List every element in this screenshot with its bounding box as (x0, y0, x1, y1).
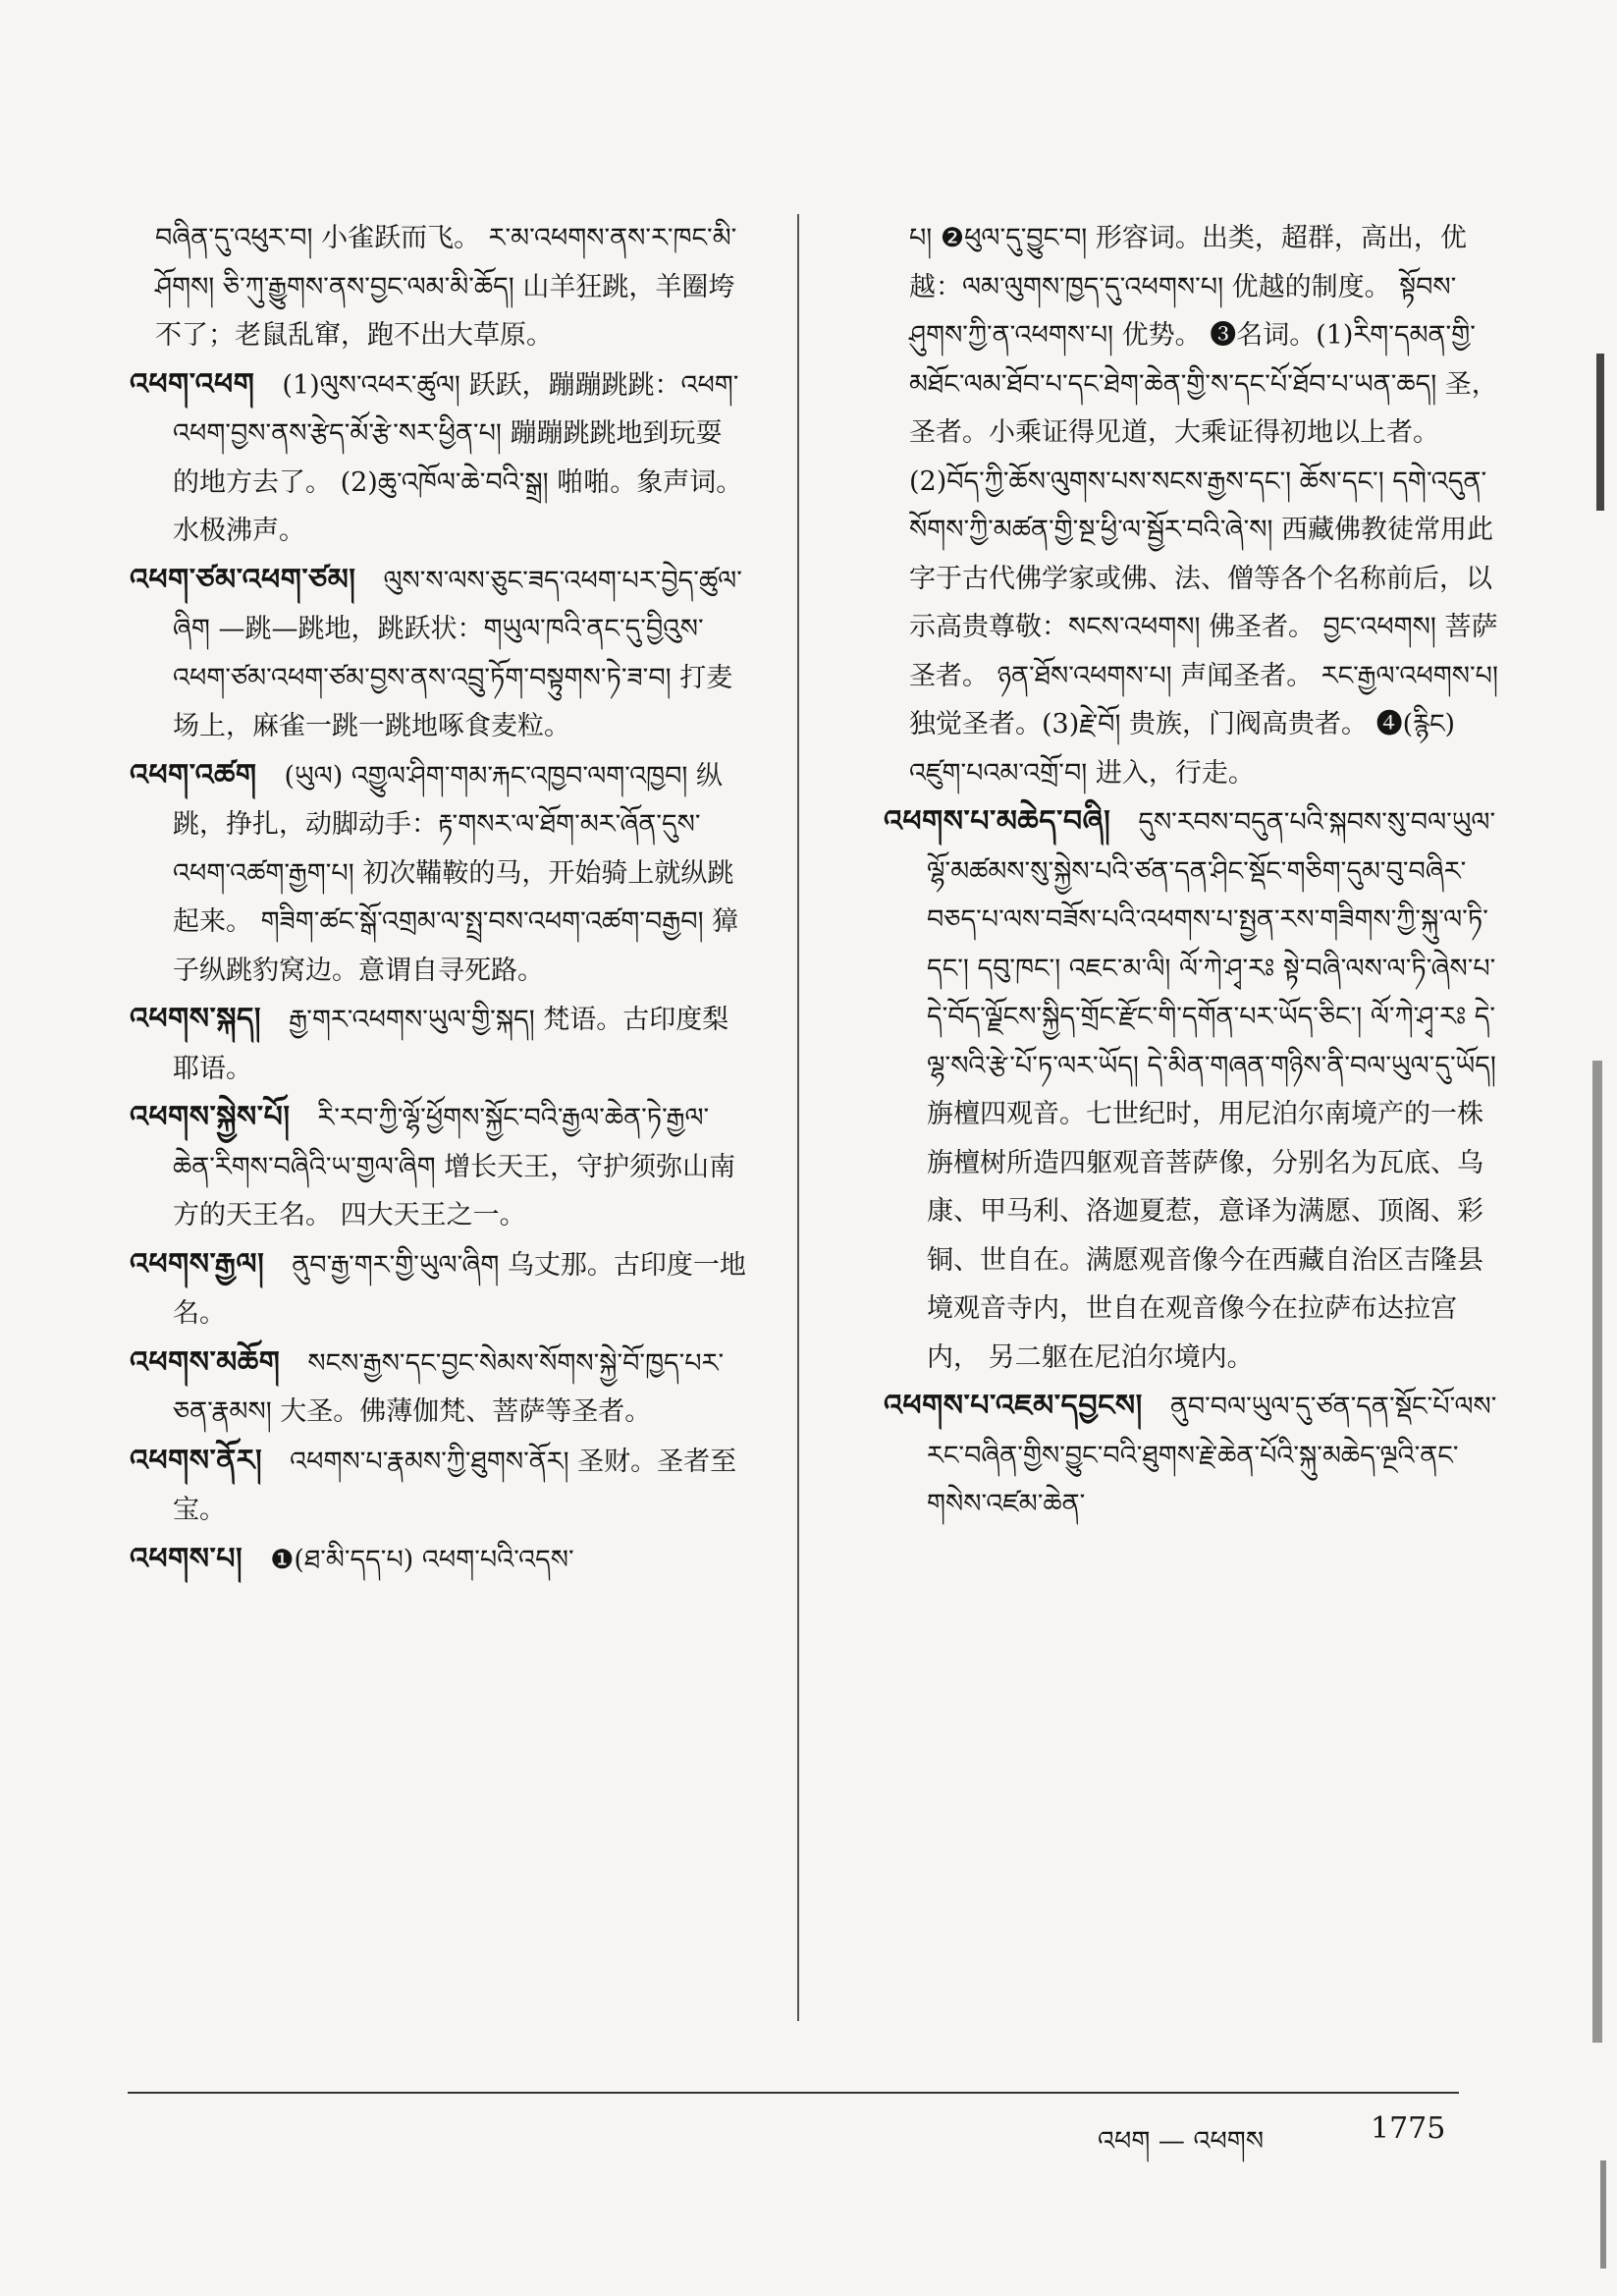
entry-headword: འཕགས་སྐད། (130, 1002, 262, 1036)
dictionary-entry (130, 1093, 748, 1240)
entry-text: ❶(ཐ་མི་དད་པ) འཕག་པའི་འདས་ (270, 1544, 574, 1575)
dictionary-entry (130, 1437, 748, 1535)
entry-continuation (884, 214, 1502, 797)
entry-headword: འཕག་ཙམ་འཕག་ཙམ། (130, 562, 356, 597)
column-divider (797, 214, 799, 2021)
left-column (130, 214, 748, 1584)
entry-text: ནུབ་བལ་ཡུལ་དུ་ཙན་དན་སྡོང་པོ་ལས་རང་བཞིན་གྱིས་བྱུང་བའི་ཐུགས་རྗེ་ཆེན་པོའི་སྐུ་མཆེད་ལྔའི་ནང་གསེས་འཛམ་ཆེན་ (927, 1392, 1497, 1519)
entry-headword: འཕགས་ནོར། (130, 1443, 263, 1478)
footer-rule (128, 2092, 1459, 2094)
entry-text: (ཡུལ) འགྱུལ་ཤིག་གམ་རྐང་འཁྱབ་ལག་འཁྱབ། 纵跳，挣扎，动脚动手：རྟ་གསར་ལ་ཐོག་མར་ཞོན་དུས་འཕག་འཚག་རྒྱག་པ། 初次鞴鞍的马，开始骑上就纵跳起来。 གཟིག་ཚང་སྒོ་འགྲམ་ལ་སྤྲ་བས་འཕག་འཚག་བརྒྱབ། 獐子纵跳豹窝边。意谓自寻死路。 (173, 760, 739, 986)
dictionary-entry (884, 797, 1502, 1382)
dictionary-entry (884, 1382, 1502, 1529)
entry-text: པ། ❷ཕུལ་དུ་བྱུང་བ། 形容词。出类，超群，高出，优越：ལམ་ལུགས་ཁྱད་དུ་འཕགས་པ། 优越的制度。 སྟོབས་ཤུགས་ཀྱི་ན་འཕགས་པ། 优势。 ❸名词。(1)རིག་དམན་གྱི་མཐོང་ལམ་ཐོབ་པ་དང་ཐེག་ཆེན་གྱི་ས་དང་པོ་ཐོབ་པ་ཡན་ཆད། 圣，圣者。小乘证得见道，大乘证得初地以上者。(2)བོད་ཀྱི་ཆོས་ལུགས་པས་སངས་རྒྱས་དང་། ཆོས་དང་། དགེ་འདུན་སོགས་ཀྱི་མཚན་གྱི་སྔ་ཕྱི་ལ་སྦྱོར་བའི་ཞེ་ས། 西藏佛教徒常用此字于古代佛学家或佛、法、僧等各个名称前后，以示高贵尊敬：སངས་འཕགས། 佛圣者。 བྱང་འཕགས། 菩萨圣者。 ཉན་ཐོས་འཕགས་པ། 声闻圣者。 རང་རྒྱལ་འཕགས་པ། 独觉圣者。(3)རྗེ་བོ། 贵族，门阀高贵者。 ❹(རྙིང) འཛུག་པའམ་འགྲོ་བ། 进入，行走。 (909, 223, 1498, 789)
entry-headword: འཕག་འཕག (130, 366, 255, 402)
scan-edge-mark (1592, 1061, 1602, 2043)
dictionary-entry (130, 1535, 748, 1585)
dictionary-entry (130, 360, 748, 556)
dictionary-entry (130, 1339, 748, 1437)
entry-headword: འཕགས་པ། (130, 1541, 243, 1576)
entry-headword: འཕགས་པ་མཆེད་བཞི། (884, 804, 1111, 839)
entry-headword: འཕགས་མཆོག (130, 1344, 281, 1380)
entry-text: ལུས་ས་ལས་ཅུང་ཟད་འཕག་པར་བྱེད་ཚུལ་ཞིག —跳—跳地，跳跃状：གཡུལ་ཁའི་ནང་དུ་བྱིའུས་འཕག་ཙམ་འཕག་ཙམ་བྱས་ནས་འབྲུ་ཏོག་བསྟུགས་ཏེ་ཟ་བ། 打麦场上，麻雀一跳一跳地啄食麦粒。 (173, 565, 742, 741)
entry-text: ནུབ་རྒྱ་གར་གྱི་ཡུལ་ཞིག 乌丈那。古印度一地名。 (173, 1249, 746, 1329)
right-column (884, 214, 1502, 1529)
entry-text: རྒྱ་གར་འཕགས་ཡུལ་གྱི་སྐད། 梵语。古印度梨耶语。 (173, 1005, 729, 1084)
dictionary-entry (130, 1240, 748, 1339)
entry-continuation (130, 214, 748, 360)
entry-headword: འཕགས་རྒྱལ། (130, 1246, 265, 1282)
entry-headword: འཕག་འཚག (130, 757, 257, 793)
entry-text: དུས་རབས་བདུན་པའི་སྐབས་སུ་བལ་ཡུལ་ལྷོ་མཚམས་སུ་སྐྱེས་པའི་ཙན་དན་ཤིང་སྡོང་གཅིག་དུམ་བུ་བཞིར་བཅད་པ་ལས་བཟོས་པའི་འཕགས་པ་སྤྱན་རས་གཟིགས་ཀྱི་སྐུ་ལ་ཏི་དང་། དབུ་ཁང་། འཇང་མ་ལི། ལོ་ཀེ་ཤྭ་རཿ སྟེ་བཞི་ལས་ལ་ཏི་ཞེས་པ་དེ་བོད་ལྗོངས་སྐྱིད་གྲོང་རྫོང་གི་དགོན་པར་ཡོད་ཅིང་། ལོ་ཀེ་ཤྭ་རཿ དེ་ལྷ་སའི་རྩེ་པོ་ཏ་ལར་ཡོད། དེ་མིན་གཞན་གཉིས་ནི་བལ་ཡུལ་དུ་ཡོད། 旃檀四观音。七世纪时，用尼泊尔南境产的一株旃檀树所造四躯观音菩萨像，分别名为瓦底、乌康、甲马利、洛迦夏惹，意译为满愿、顶阁、彩铜、世自在。满愿观音像今在西藏自治区吉隆县境观音寺内，世自在观音像今在拉萨布达拉宫内， 另二躯在尼泊尔境内。 (927, 807, 1496, 1373)
dictionary-entry (130, 556, 748, 751)
entry-headword: འཕགས་པ་འཇམ་དབྱངས། (884, 1389, 1143, 1423)
dictionary-entry (130, 751, 748, 996)
entry-text: རི་རབ་ཀྱི་ལྷོ་ཕྱོགས་སྐྱོང་བའི་རྒྱལ་ཆེན་ཏེ་རྒྱལ་ཆེན་རིགས་བཞིའི་ཡ་གྱལ་ཞིག 增长天王，守护须弥山南方的天王名。 四大天王之一。 (173, 1103, 736, 1230)
entry-text: བཞིན་དུ་འཕུར་བ། 小雀跃而飞。 ར་མ་འཕགས་ནས་ར་ཁང་མི་ཤོགས། ཅི་ཀུ་རྒྱུགས་ནས་བྱང་ལམ་མི་ཆོད། 山羊狂跳，羊圈垮不了；老鼠乱窜，跑不出大草原。 (155, 223, 737, 351)
scan-edge-mark (1600, 2160, 1606, 2269)
entry-text: (1)ལུས་འཕར་ཚུལ། 跃跃，蹦蹦跳跳：འཕག་འཕག་བྱས་ནས་རྩེད་མོ་རྩེ་སར་ཕྱིན་པ། 蹦蹦跳跳地到玩耍的地方去了。 (2)ཆུ་འཁོལ་ཆེ་བའི་སྒྲ། 啪啪。象声词。水极沸声。 (173, 369, 743, 546)
dictionary-entry (130, 995, 748, 1093)
entry-text: སངས་རྒྱས་དང་བྱང་སེམས་སོགས་སྐྱེ་བོ་ཁྱད་པར་ཅན་རྣམས། 大圣。佛薄伽梵、菩萨等圣者。 (173, 1347, 725, 1427)
page-number: 1775 (1371, 2111, 1446, 2146)
entry-headword: འཕགས་སྐྱེས་པོ། (130, 1100, 291, 1134)
entry-text: འཕགས་པ་རྣམས་ཀྱི་ཐུགས་ནོར། 圣财。圣者至宝。 (173, 1446, 737, 1525)
footer-headword-range: འཕག — འཕགས (1098, 2126, 1265, 2157)
scan-edge-mark (1596, 354, 1604, 511)
